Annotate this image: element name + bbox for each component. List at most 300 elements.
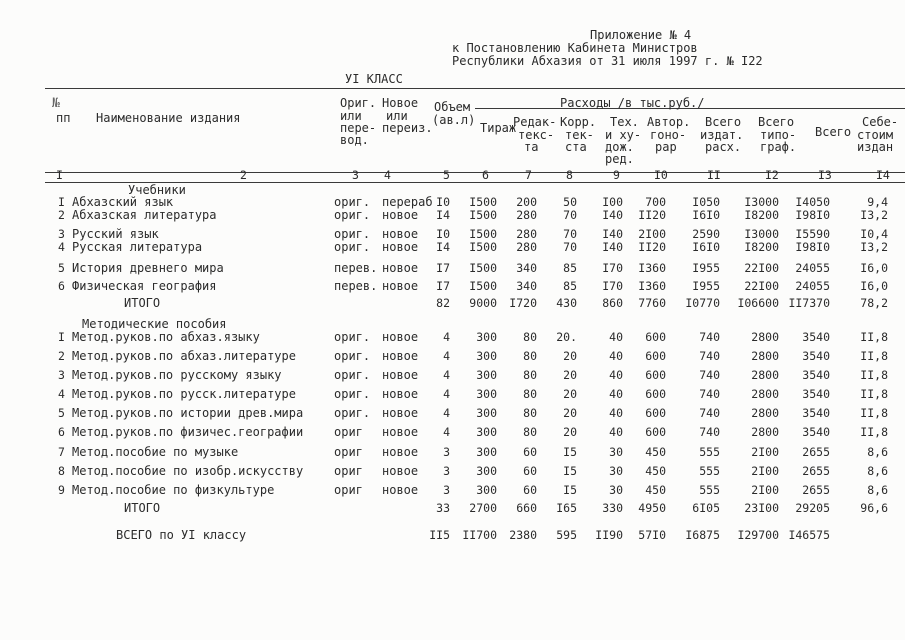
header-sebe-line: издан <box>857 140 894 154</box>
header-vsego-tipo-line: типо- <box>760 128 797 142</box>
row-new: новое <box>382 279 419 293</box>
row-orig: ориг. <box>334 195 371 209</box>
row-number: 7 <box>58 445 65 459</box>
cell-vi: 740 <box>699 349 720 363</box>
cell-vol: II5 <box>429 528 450 542</box>
row-orig: ориг. <box>334 406 371 420</box>
section-title: Учебники <box>128 183 186 197</box>
cell-teh: II90 <box>595 528 623 542</box>
row-name: Метод.руков.по русскому языку <box>72 368 282 382</box>
cell-tir: 300 <box>476 330 497 344</box>
cell-teh: I70 <box>602 261 623 275</box>
header-vsego-tipo-line: граф. <box>760 140 797 154</box>
header-orig-line: пере- <box>340 121 377 135</box>
header-vsego: Всего <box>815 125 852 139</box>
header-tirazh: Тираж <box>480 121 517 135</box>
row-new: новое <box>382 464 419 478</box>
cell-tir: 2700 <box>469 501 497 515</box>
cell-seb: I6,0 <box>860 261 888 275</box>
cell-vol: I4 <box>436 240 450 254</box>
row-name: Метод.руков.по физичес.географии <box>72 425 304 439</box>
cell-vt: I8200 <box>744 240 779 254</box>
cell-avt: 2I00 <box>638 227 666 241</box>
cell-tir: I500 <box>469 195 497 209</box>
cell-avt: 4950 <box>638 501 666 515</box>
cell-vs: I5590 <box>795 227 830 241</box>
cell-vs: II7370 <box>788 296 830 310</box>
cell-vt: I3000 <box>744 195 779 209</box>
header-new-line: переиз. <box>382 121 433 135</box>
column-number: 4 <box>384 168 391 182</box>
cell-vt: 2I00 <box>751 445 779 459</box>
row-orig: перев. <box>334 279 378 293</box>
cell-seb: II,8 <box>860 425 888 439</box>
cell-red: 80 <box>523 425 537 439</box>
cell-avt: 450 <box>645 464 666 478</box>
cell-teh: I40 <box>602 208 623 222</box>
column-number: I0 <box>654 168 668 182</box>
cell-teh: I00 <box>602 195 623 209</box>
cell-vi: I955 <box>692 261 720 275</box>
cell-kor: 595 <box>556 528 577 542</box>
cell-vs: 2655 <box>802 445 830 459</box>
cell-vt: 23I00 <box>744 501 779 515</box>
cell-red: 80 <box>523 387 537 401</box>
header-tekh-line: ред. <box>605 152 634 166</box>
cell-teh: I40 <box>602 227 623 241</box>
header-avtor-line: Автор. <box>647 115 691 129</box>
header-korr-line: тек- <box>565 128 594 142</box>
row-orig: ориг. <box>334 227 371 241</box>
cell-tir: 300 <box>476 406 497 420</box>
cell-kor: 20 <box>563 425 577 439</box>
cell-vt: 2I00 <box>751 464 779 478</box>
row-new: перераб <box>382 195 433 209</box>
cell-vt: 2800 <box>751 330 779 344</box>
cell-vi: 740 <box>699 330 720 344</box>
cell-avt: 700 <box>645 195 666 209</box>
cell-vt: I29700 <box>737 528 779 542</box>
cell-seb: 78,2 <box>860 296 888 310</box>
cell-tir: I500 <box>469 279 497 293</box>
column-number: 6 <box>482 168 489 182</box>
cell-red: 80 <box>523 349 537 363</box>
cell-vi: 740 <box>699 425 720 439</box>
cell-vol: 3 <box>443 483 450 497</box>
header-korr-line: Корр. <box>560 115 597 129</box>
row-new: новое <box>382 240 419 254</box>
cell-vt: I3000 <box>744 227 779 241</box>
header-redak-line: та <box>524 140 539 154</box>
cell-teh: 330 <box>602 501 623 515</box>
row-new: новое <box>382 261 419 275</box>
cell-kor: I5 <box>563 483 577 497</box>
cell-tir: 300 <box>476 349 497 363</box>
cell-avt: II20 <box>638 208 666 222</box>
column-number: 5 <box>443 168 450 182</box>
cell-seb: 96,6 <box>860 501 888 515</box>
header-sebe-line: Себе- <box>862 115 899 129</box>
column-number: 2 <box>240 168 247 182</box>
row-new: новое <box>382 349 419 363</box>
cell-vt: 2800 <box>751 387 779 401</box>
cell-tir: 300 <box>476 387 497 401</box>
column-number: I2 <box>765 168 779 182</box>
cell-kor: 50 <box>563 195 577 209</box>
column-number: 3 <box>352 168 359 182</box>
cell-vs: I98I0 <box>795 240 830 254</box>
cell-vs: I46575 <box>788 528 830 542</box>
row-new: новое <box>382 227 419 241</box>
cell-tir: 300 <box>476 445 497 459</box>
cell-vol: 3 <box>443 445 450 459</box>
row-new: новое <box>382 368 419 382</box>
column-number: 7 <box>525 168 532 182</box>
cell-seb: I3,2 <box>860 208 888 222</box>
cell-vol: 82 <box>436 296 450 310</box>
row-number: 8 <box>58 464 65 478</box>
cell-vs: 2655 <box>802 464 830 478</box>
cell-vt: I8200 <box>744 208 779 222</box>
cell-vs: 3540 <box>802 330 830 344</box>
row-name: Метод.руков.по абхаз.литературе <box>72 349 296 363</box>
row-name: Метод.руков.по истории древ.мира <box>72 406 304 420</box>
row-name: История древнего мира <box>72 261 224 275</box>
cell-tir: I500 <box>469 208 497 222</box>
cell-vi: I0770 <box>685 296 720 310</box>
cell-avt: I360 <box>638 279 666 293</box>
row-name: Метод.пособие по изобр.искусству <box>72 464 304 478</box>
header-redak-line: текс- <box>518 128 555 142</box>
cell-avt: 7760 <box>638 296 666 310</box>
row-new: новое <box>382 406 419 420</box>
section-title: Методические пособия <box>82 317 227 331</box>
row-name: Метод.пособие по физкультуре <box>72 483 275 497</box>
cell-avt: 600 <box>645 330 666 344</box>
row-new: новое <box>382 387 419 401</box>
cell-avt: 600 <box>645 425 666 439</box>
cell-vi: I6I0 <box>692 240 720 254</box>
cell-vol: 4 <box>443 406 450 420</box>
cell-red: 200 <box>516 195 537 209</box>
cell-avt: 600 <box>645 387 666 401</box>
cell-vi: 740 <box>699 368 720 382</box>
row-new: новое <box>382 330 419 344</box>
cell-kor: 85 <box>563 261 577 275</box>
cell-vi: 555 <box>699 464 720 478</box>
cell-vi: 2590 <box>692 227 720 241</box>
row-name: Абхазская литература <box>72 208 217 222</box>
grand-total-label: ВСЕГО по УI классу <box>116 528 247 542</box>
cell-vi: 740 <box>699 406 720 420</box>
header-expenses-group: Расходы /в тыс.руб./ <box>560 96 705 110</box>
header-volume-line: Объем <box>434 100 471 114</box>
cell-vt: 2800 <box>751 368 779 382</box>
header-avtor-line: гоно- <box>650 128 687 142</box>
cell-tir: 300 <box>476 368 497 382</box>
cell-seb: II,8 <box>860 406 888 420</box>
cell-kor: 20 <box>563 368 577 382</box>
column-number: 9 <box>613 168 620 182</box>
cell-vi: 740 <box>699 387 720 401</box>
cell-teh: 40 <box>609 349 623 363</box>
cell-tir: 300 <box>476 425 497 439</box>
class-title: УI КЛАСС <box>345 72 403 86</box>
cell-tir: I500 <box>469 261 497 275</box>
cell-teh: 30 <box>609 483 623 497</box>
header-new-line: или <box>386 109 408 123</box>
cell-red: 60 <box>523 445 537 459</box>
row-number: 6 <box>58 279 65 293</box>
cell-red: 80 <box>523 406 537 420</box>
cell-red: 340 <box>516 279 537 293</box>
cell-seb: II,8 <box>860 349 888 363</box>
cell-vol: 4 <box>443 387 450 401</box>
cell-vi: 555 <box>699 483 720 497</box>
cell-seb: II,8 <box>860 387 888 401</box>
cell-red: 280 <box>516 227 537 241</box>
cell-kor: 20 <box>563 406 577 420</box>
row-number: 4 <box>58 387 65 401</box>
row-orig: ориг <box>334 445 363 459</box>
row-orig: ориг. <box>334 240 371 254</box>
cell-red: 660 <box>516 501 537 515</box>
cell-vol: 4 <box>443 330 450 344</box>
cell-vt: 22I00 <box>744 261 779 275</box>
cell-vs: 3540 <box>802 425 830 439</box>
appendix-line-1: Приложение № 4 <box>590 28 692 42</box>
header-vsego-tipo-line: Всего <box>758 115 795 129</box>
cell-red: 340 <box>516 261 537 275</box>
row-number: 2 <box>58 349 65 363</box>
cell-red: 2380 <box>509 528 537 542</box>
row-name: Метод.руков.по абхаз.языку <box>72 330 260 344</box>
cell-kor: I65 <box>556 501 577 515</box>
row-number: 4 <box>58 240 65 254</box>
cell-teh: 40 <box>609 368 623 382</box>
appendix-line-3: Республики Абхазия от 31 июля 1997 г. № I22 <box>452 54 763 68</box>
header-vsego-izd-line: расх. <box>705 140 742 154</box>
row-name: Метод.руков.по русск.литературе <box>72 387 296 401</box>
cell-vt: 22I00 <box>744 279 779 293</box>
cell-seb: 9,4 <box>867 195 888 209</box>
cell-avt: 450 <box>645 445 666 459</box>
ink-mark: № <box>52 96 60 111</box>
cell-avt: 450 <box>645 483 666 497</box>
cell-kor: 20 <box>563 387 577 401</box>
row-new: новое <box>382 483 419 497</box>
cell-kor: 85 <box>563 279 577 293</box>
appendix-line-2: к Постановлению Кабинета Министров <box>452 41 698 55</box>
column-number: I <box>56 168 63 182</box>
row-number: 2 <box>58 208 65 222</box>
cell-vi: 6I05 <box>692 501 720 515</box>
row-orig: ориг <box>334 425 363 439</box>
cell-vol: I4 <box>436 208 450 222</box>
cell-kor: 70 <box>563 240 577 254</box>
cell-vol: I7 <box>436 279 450 293</box>
header-num: пп <box>56 111 71 125</box>
row-name: Метод.пособие по музыке <box>72 445 239 459</box>
row-orig: ориг. <box>334 208 371 222</box>
row-number: 5 <box>58 406 65 420</box>
header-redak-line: Редак- <box>513 115 557 129</box>
cell-seb: I3,2 <box>860 240 888 254</box>
cell-vi: I955 <box>692 279 720 293</box>
header-avtor-line: рар <box>655 140 677 154</box>
header-name: Наименование издания <box>96 111 241 125</box>
row-orig: перев. <box>334 261 378 275</box>
cell-vs: 3540 <box>802 368 830 382</box>
cell-vol: I0 <box>436 227 450 241</box>
cell-vol: 4 <box>443 425 450 439</box>
cell-vol: I0 <box>436 195 450 209</box>
cell-tir: I500 <box>469 227 497 241</box>
cell-red: 60 <box>523 464 537 478</box>
cell-teh: 40 <box>609 387 623 401</box>
cell-vt: 2800 <box>751 425 779 439</box>
total-label: ИТОГО <box>124 501 161 515</box>
cell-tir: 300 <box>476 464 497 478</box>
cell-teh: 30 <box>609 464 623 478</box>
row-name: Русский язык <box>72 227 159 241</box>
cell-red: 80 <box>523 330 537 344</box>
cell-red: I720 <box>509 296 537 310</box>
cell-vol: 4 <box>443 368 450 382</box>
cell-vt: 2I00 <box>751 483 779 497</box>
cell-teh: 40 <box>609 406 623 420</box>
cell-tir: 300 <box>476 483 497 497</box>
cell-kor: I5 <box>563 445 577 459</box>
header-tekh-line: и ху- <box>605 128 642 142</box>
header-korr-line: ста <box>565 140 587 154</box>
cell-tir: 9000 <box>469 296 497 310</box>
cell-teh: I40 <box>602 240 623 254</box>
row-name: Абхазский язык <box>72 195 174 209</box>
cell-teh: 40 <box>609 330 623 344</box>
row-orig: ориг. <box>334 349 371 363</box>
cell-vs: 29205 <box>795 501 830 515</box>
cell-kor: 20. <box>556 330 577 344</box>
cell-vi: I6875 <box>685 528 720 542</box>
cell-vt: 2800 <box>751 349 779 363</box>
header-orig-line: Ориг. <box>340 96 377 110</box>
cell-seb: II,8 <box>860 368 888 382</box>
row-new: новое <box>382 425 419 439</box>
column-number: I3 <box>818 168 832 182</box>
total-label: ИТОГО <box>124 296 161 310</box>
cell-teh: 30 <box>609 445 623 459</box>
cell-seb: II,8 <box>860 330 888 344</box>
cell-avt: II20 <box>638 240 666 254</box>
header-vsego-izd-line: издат. <box>700 128 744 142</box>
row-orig: ориг <box>334 483 363 497</box>
cell-seb: 8,6 <box>867 445 888 459</box>
cell-vi: I6I0 <box>692 208 720 222</box>
cell-vi: I050 <box>692 195 720 209</box>
row-orig: ориг. <box>334 330 371 344</box>
cell-teh: I70 <box>602 279 623 293</box>
row-name: Физическая география <box>72 279 217 293</box>
header-volume-line: (ав.л) <box>432 113 476 127</box>
cell-vs: 3540 <box>802 349 830 363</box>
cell-vs: 3540 <box>802 387 830 401</box>
cell-vs: 24055 <box>795 261 830 275</box>
cell-avt: 600 <box>645 349 666 363</box>
header-vsego-izd-line: Всего <box>705 115 742 129</box>
cell-vs: 2655 <box>802 483 830 497</box>
row-name: Русская литература <box>72 240 203 254</box>
row-orig: ориг. <box>334 368 371 382</box>
cell-red: 60 <box>523 483 537 497</box>
row-number: 5 <box>58 261 65 275</box>
row-new: новое <box>382 445 419 459</box>
cell-red: 280 <box>516 240 537 254</box>
column-number: 8 <box>566 168 573 182</box>
cell-vol: 33 <box>436 501 450 515</box>
cell-red: 280 <box>516 208 537 222</box>
cell-vol: I7 <box>436 261 450 275</box>
column-number: I4 <box>876 168 890 182</box>
cell-avt: 57I0 <box>638 528 666 542</box>
row-orig: ориг <box>334 464 363 478</box>
header-orig-line: или <box>340 109 362 123</box>
row-number: 3 <box>58 227 65 241</box>
column-number: II <box>707 168 721 182</box>
header-orig-line: вод. <box>340 133 369 147</box>
cell-kor: 430 <box>556 296 577 310</box>
row-number: 9 <box>58 483 65 497</box>
row-number: 6 <box>58 425 65 439</box>
row-orig: ориг. <box>334 387 371 401</box>
header-tekh-line: дож. <box>605 140 634 154</box>
row-number: 3 <box>58 368 65 382</box>
cell-tir: I500 <box>469 240 497 254</box>
cell-red: 80 <box>523 368 537 382</box>
cell-teh: 40 <box>609 425 623 439</box>
cell-tir: II700 <box>462 528 497 542</box>
header-tekh-line: Тех. <box>610 115 639 129</box>
cell-vt: I06600 <box>737 296 779 310</box>
cell-kor: 20 <box>563 349 577 363</box>
cell-vs: 3540 <box>802 406 830 420</box>
cell-vs: 24055 <box>795 279 830 293</box>
cell-seb: 8,6 <box>867 483 888 497</box>
header-sebe-line: стоим <box>857 128 894 142</box>
cell-kor: 70 <box>563 227 577 241</box>
cell-vol: 3 <box>443 464 450 478</box>
row-new: новое <box>382 208 419 222</box>
cell-vol: 4 <box>443 349 450 363</box>
cell-vs: I4050 <box>795 195 830 209</box>
cell-vt: 2800 <box>751 406 779 420</box>
cell-teh: 860 <box>602 296 623 310</box>
cell-avt: I360 <box>638 261 666 275</box>
cell-seb: 8,6 <box>867 464 888 478</box>
cell-kor: I5 <box>563 464 577 478</box>
cell-seb: I0,4 <box>860 227 888 241</box>
header-top-rule <box>45 88 905 89</box>
cell-seb: I6,0 <box>860 279 888 293</box>
cell-avt: 600 <box>645 368 666 382</box>
header-new-line: Новое <box>382 96 419 110</box>
cell-avt: 600 <box>645 406 666 420</box>
row-number: I <box>58 330 65 344</box>
cell-vi: 555 <box>699 445 720 459</box>
row-number: I <box>58 195 65 209</box>
cell-kor: 70 <box>563 208 577 222</box>
cell-vs: I98I0 <box>795 208 830 222</box>
